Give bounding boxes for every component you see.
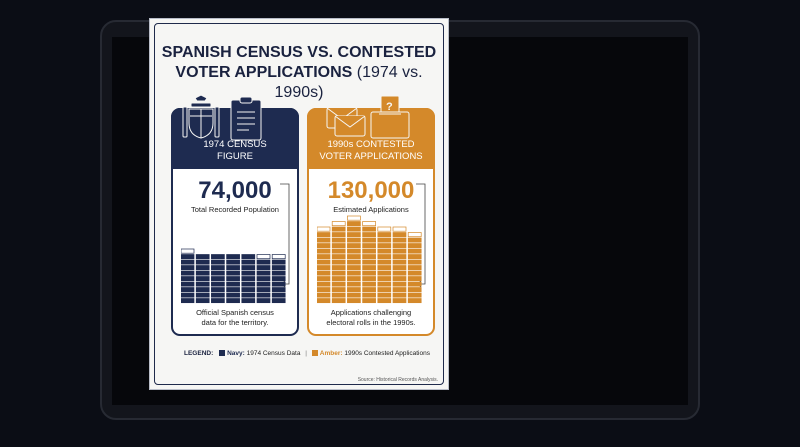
census-bar-block <box>272 271 285 275</box>
contested-bar-block <box>347 282 360 286</box>
contested-bar-block <box>332 288 345 292</box>
contested-bar-block <box>317 299 330 303</box>
contested-bar-block <box>332 282 345 286</box>
svg-text:?: ? <box>386 101 393 113</box>
contested-bar-block <box>378 227 391 231</box>
contested-bar-block <box>347 271 360 275</box>
contested-bar-block <box>317 255 330 259</box>
contested-bar-block <box>317 266 330 270</box>
census-bar-block <box>196 288 209 292</box>
census-bar-block <box>242 282 255 286</box>
contested-bar-block <box>408 255 421 259</box>
contested-bar-block <box>393 233 406 237</box>
census-bar-block <box>211 282 224 286</box>
contested-bar-block <box>378 271 391 275</box>
contested-bar-grid <box>317 210 429 310</box>
census-bar-block <box>257 271 270 275</box>
contested-bar-block <box>408 249 421 253</box>
census-bar-block <box>181 293 194 297</box>
contested-bar-block <box>363 282 376 286</box>
contested-bar-block <box>347 222 360 226</box>
contested-heading-line-1: 1990s CONTESTED <box>327 139 415 150</box>
contested-bar-block <box>363 249 376 253</box>
census-subtitle: Total Recorded Population <box>191 205 279 214</box>
contested-bar-block <box>363 227 376 231</box>
census-bar-block <box>227 288 240 292</box>
census-bar-block <box>211 260 224 264</box>
contested-bar-block <box>393 249 406 253</box>
contested-panel <box>307 101 435 336</box>
contested-bar-block <box>347 216 360 220</box>
contested-bar-block <box>332 227 345 231</box>
contested-panel-header <box>307 101 435 169</box>
census-bar-block <box>242 266 255 270</box>
census-bar-block <box>196 260 209 264</box>
contested-bar-block <box>363 266 376 270</box>
legend-amber-key: Amber: <box>319 350 343 357</box>
census-bar-block <box>181 260 194 264</box>
census-bar-block <box>196 255 209 259</box>
contested-bar-block <box>332 249 345 253</box>
contested-bar-block <box>363 238 376 242</box>
contested-bar-block <box>347 255 360 259</box>
census-bar-block <box>227 271 240 275</box>
contested-bar-block <box>347 266 360 270</box>
census-bar-block <box>211 277 224 281</box>
contested-bar-block <box>332 271 345 275</box>
census-bar-block <box>242 288 255 292</box>
legend-amber-swatch <box>312 350 318 356</box>
contested-bar-block <box>317 277 330 281</box>
contested-bar-block <box>378 249 391 253</box>
contested-bar-block <box>332 222 345 226</box>
contested-bar-block <box>363 277 376 281</box>
census-bar-block <box>242 277 255 281</box>
contested-bar-block <box>317 282 330 286</box>
contested-bar-block <box>408 288 421 292</box>
legend-separator: | <box>305 350 307 357</box>
contested-bar-block <box>332 260 345 264</box>
contested-bar-block <box>408 266 421 270</box>
contested-bar-block <box>347 249 360 253</box>
census-bar-block <box>211 255 224 259</box>
census-bar-block <box>196 293 209 297</box>
census-panel <box>171 108 299 336</box>
census-bar-block <box>272 299 285 303</box>
contested-bar-block <box>363 260 376 264</box>
census-bar-block <box>227 277 240 281</box>
contested-bar-block <box>408 293 421 297</box>
contested-bar-block <box>317 233 330 237</box>
contested-bar-block <box>408 271 421 275</box>
contested-bar-block <box>393 299 406 303</box>
contested-bar-block <box>347 238 360 242</box>
contested-bar-block <box>408 244 421 248</box>
census-description <box>179 308 291 328</box>
census-bar-block <box>257 260 270 264</box>
contested-bar-block <box>317 293 330 297</box>
census-bar-block <box>227 255 240 259</box>
census-bar-block <box>227 282 240 286</box>
contested-bar-block <box>347 293 360 297</box>
contested-bar-block <box>347 277 360 281</box>
contested-bar-block <box>332 244 345 248</box>
census-bar-block <box>196 277 209 281</box>
contested-bar-block <box>378 260 391 264</box>
census-bar-block <box>257 255 270 259</box>
contested-heading-line-2: VOTER APPLICATIONS <box>319 151 423 162</box>
contested-bar-block <box>408 233 421 237</box>
contested-bar-block <box>378 238 391 242</box>
contested-bar-block <box>363 222 376 226</box>
contested-bar-block <box>393 288 406 292</box>
census-bar-block <box>242 260 255 264</box>
census-bar-block <box>181 288 194 292</box>
contested-bar-block <box>393 293 406 297</box>
contested-bar-block <box>393 282 406 286</box>
census-bar-block <box>272 266 285 270</box>
legend-label: LEGEND: <box>184 350 214 357</box>
census-bar-block <box>181 282 194 286</box>
contested-bar-block <box>317 271 330 275</box>
contested-bar-block <box>363 293 376 297</box>
contested-bar-block <box>378 282 391 286</box>
census-desc-line-1: Official Spanish census <box>196 308 274 317</box>
census-bar-block <box>196 299 209 303</box>
legend-navy-key: Navy: <box>227 350 245 357</box>
contested-bar-block <box>317 288 330 292</box>
census-value-label: 74,000 <box>198 177 272 204</box>
census-bar-block <box>242 293 255 297</box>
contested-bar-block <box>378 277 391 281</box>
contested-bar-block <box>408 260 421 264</box>
contested-description <box>315 308 427 328</box>
census-bar-block <box>181 255 194 259</box>
census-panel-header <box>171 108 299 169</box>
contested-subtitle: Estimated Applications <box>333 205 409 214</box>
contested-bar-block <box>378 299 391 303</box>
census-bar-block <box>257 293 270 297</box>
contested-bar-block <box>363 299 376 303</box>
contested-bar-block <box>347 244 360 248</box>
title-line-2-main: VOTER APPLICATIONS <box>175 64 353 81</box>
contested-bar-block <box>332 299 345 303</box>
census-bar-block <box>257 288 270 292</box>
contested-value-label: 130,000 <box>327 177 415 204</box>
legend <box>184 350 430 357</box>
census-bar-block <box>211 271 224 275</box>
contested-bar-block <box>363 244 376 248</box>
contested-bar-block <box>393 277 406 281</box>
contested-bar-block <box>408 299 421 303</box>
census-heading-line-2: FIGURE <box>217 151 253 162</box>
census-bar-block <box>242 299 255 303</box>
contested-bar-block <box>317 260 330 264</box>
contested-desc-line-2: electoral rolls in the 1990s. <box>326 318 416 327</box>
census-bar-block <box>196 271 209 275</box>
census-bar-block <box>196 266 209 270</box>
census-bar-block <box>272 260 285 264</box>
contested-bar-block <box>317 249 330 253</box>
census-bar-block <box>227 299 240 303</box>
census-bar-block <box>272 282 285 286</box>
contested-bar-block <box>332 233 345 237</box>
census-bar-block <box>196 282 209 286</box>
contested-bar-block <box>332 293 345 297</box>
census-heading-line-1: 1974 CENSUS <box>203 139 267 150</box>
contested-bar-block <box>332 255 345 259</box>
contested-bar-block <box>393 266 406 270</box>
contested-bar-block <box>393 255 406 259</box>
contested-bar-block <box>378 266 391 270</box>
census-bar-block <box>181 266 194 270</box>
contested-bar-block <box>378 244 391 248</box>
census-bar-block <box>242 255 255 259</box>
census-bar-block <box>272 293 285 297</box>
contested-bar-block <box>393 238 406 242</box>
title-years: (1974 vs. 1990s) <box>274 64 423 101</box>
infographic-poster <box>149 18 449 390</box>
census-bar-block <box>211 299 224 303</box>
census-bar-block <box>211 288 224 292</box>
census-bar-block <box>257 299 270 303</box>
contested-bar-block <box>363 233 376 237</box>
census-bar-block <box>211 266 224 270</box>
census-bar-block <box>242 271 255 275</box>
contested-bar-block <box>347 233 360 237</box>
census-bar-block <box>227 260 240 264</box>
title-line-1: SPANISH CENSUS VS. CONTESTED <box>161 44 437 61</box>
contested-panel-heading <box>307 139 435 163</box>
contested-bar-block <box>347 227 360 231</box>
contested-bar-block <box>408 282 421 286</box>
census-desc-line-2: data for the territory. <box>201 318 269 327</box>
contested-bar-block <box>378 288 391 292</box>
contested-bar-block <box>393 260 406 264</box>
contested-desc-line-1: Applications challenging <box>330 308 412 317</box>
census-bar-block <box>181 299 194 303</box>
census-bar-block <box>272 255 285 259</box>
census-bar-block <box>257 277 270 281</box>
census-panel-heading <box>171 139 299 163</box>
census-bar-block <box>181 249 194 253</box>
census-bar-block <box>272 277 285 281</box>
contested-bar-block <box>347 288 360 292</box>
contested-bar-block <box>408 277 421 281</box>
contested-bar-block <box>332 238 345 242</box>
legend-amber-text: 1990s Contested Applications <box>344 350 430 357</box>
contested-bar-block <box>332 266 345 270</box>
contested-bar-block <box>347 260 360 264</box>
legend-navy-swatch <box>219 350 225 356</box>
census-bar-block <box>181 271 194 275</box>
census-bar-block <box>272 288 285 292</box>
census-bar-block <box>257 282 270 286</box>
contested-bar-block <box>393 227 406 231</box>
contested-bar-block <box>317 238 330 242</box>
source-note: Source: Historical Records Analysis. <box>357 377 438 383</box>
contested-bar-block <box>393 244 406 248</box>
contested-bar-block <box>363 255 376 259</box>
census-bar-block <box>227 293 240 297</box>
census-bar-block <box>257 266 270 270</box>
contested-bar-block <box>408 238 421 242</box>
contested-bar-block <box>317 244 330 248</box>
legend-navy-text: 1974 Census Data <box>246 350 301 357</box>
census-bar-grid <box>181 210 293 310</box>
contested-bar-block <box>378 233 391 237</box>
contested-bar-block <box>363 288 376 292</box>
contested-bar-block <box>347 299 360 303</box>
contested-bar-block <box>363 271 376 275</box>
census-bar-block <box>227 266 240 270</box>
contested-bar-block <box>317 227 330 231</box>
census-bar-block <box>181 277 194 281</box>
contested-bar-block <box>393 271 406 275</box>
contested-bar-block <box>378 255 391 259</box>
contested-bar-block <box>332 277 345 281</box>
contested-bar-block <box>378 293 391 297</box>
census-bar-block <box>211 293 224 297</box>
